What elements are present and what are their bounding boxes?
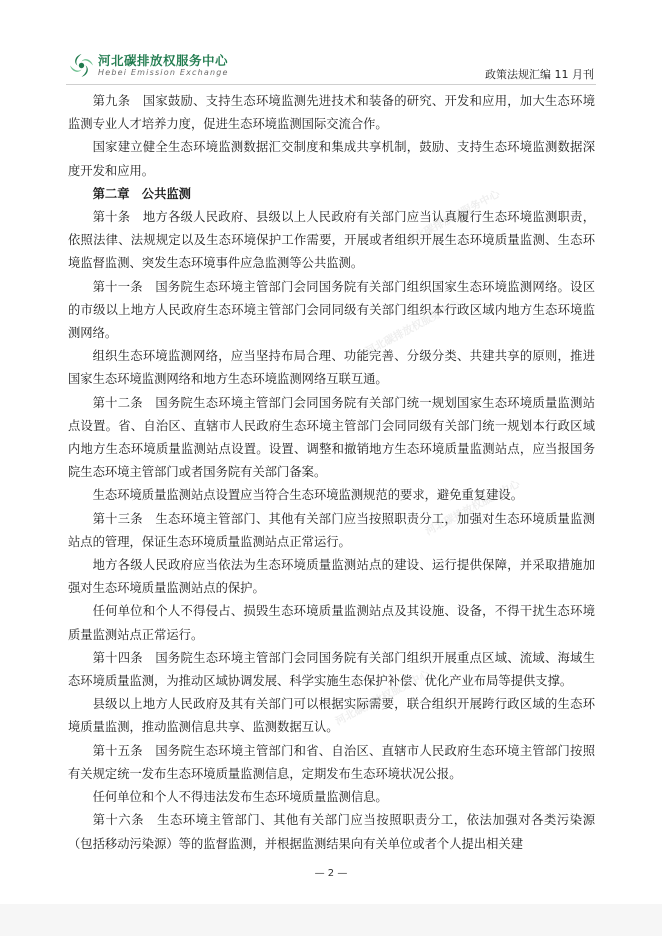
journal-title: 政策法规汇编 11 月刊 xyxy=(485,68,594,81)
watermark: 河北碳排放权服务中心 xyxy=(333,667,432,728)
article-paragraph: 第九条 国家鼓励、支持生态环境监测先进技术和装备的研究、开发和应用，加大生态环境监测专业人才培养力度，促进生态环境监测国际交流合作。 xyxy=(68,94,595,132)
page-header xyxy=(0,0,662,90)
article-paragraph: 任何单位和个人不得侵占、损毁生态环境质量监测站点及其设施、设备，不得干扰生态环境质量监测站点正常运行。 xyxy=(68,604,595,642)
article-paragraph: 任何单位和个人不得违法发布生态环境质量监测信息。 xyxy=(92,790,388,805)
watermark: 河北碳排放权服务中心 xyxy=(423,477,522,538)
article-paragraph: 国家建立健全生态环境监测数据汇交制度和集成共享机制，鼓励、支持生态环境监测数据深度开发和应用。 xyxy=(68,140,595,178)
chapter-heading: 第二章 公共监测 xyxy=(92,186,191,201)
org-name-en: Hebei Emission Exchange xyxy=(98,68,229,77)
article-paragraph: 组织生态环境监测网络，应当坚持布局合理、功能完善、分级分类、共建共享的原则，推进国家生态环境监测网络和地方生态环境监测网络互联互通。 xyxy=(68,349,595,387)
document-body xyxy=(68,90,595,856)
article-paragraph: 县级以上地方人民政府及其有关部门可以根据实际需要，联合组织开展跨行政区域的生态环境质量监测，推动监测信息共享、监测数据互认。 xyxy=(68,697,595,735)
article-paragraph: 第十六条 生态环境主管部门、其他有关部门应当按照职责分工，依法加强对各类污染源（包括移动污染源）等的监督监测，并根据监测结果向有关单位或者个人提出相关建 xyxy=(68,813,595,851)
article-paragraph: 生态环境质量监测站点设置应当符合生态环境监测规范的要求，避免重复建设。 xyxy=(92,488,523,503)
article-paragraph: 第十三条 生态环境主管部门、其他有关部门应当按照职责分工，加强对生态环境质量监测站点的管理，保证生态环境质量监测站点正常运行。 xyxy=(68,511,595,549)
org-logo-icon xyxy=(68,52,95,79)
footer-band xyxy=(0,904,662,936)
watermark: 河北碳排放权服务中心 xyxy=(403,187,502,248)
header-divider xyxy=(66,84,596,85)
page-number: — 2 — xyxy=(314,868,348,879)
article-paragraph: 第十条 地方各级人民政府、县级以上人民政府有关部门应当认真履行生态环境监测职责，依照法律、法规规定以及生态环境保护工作需要，开展或者组织开展生态环境质量监测、生态环境监督监测、突发生态环境事件应急监测等公共监测。 xyxy=(68,210,595,271)
article-paragraph: 第十二条 国务院生态环境主管部门会同国务院有关部门统一规划国家生态环境质量监测站点设置。省、自治区、直辖市人民政府生态环境主管部门会同同级有关部门统一规划本行政区域内地方生态环境质量监测站点设置。设置、调整和撤销地方生态环境质量监测站点，应当报国务院生态环境主管部门或者国务院有关部门备案。 xyxy=(68,395,595,480)
org-name-cn: 河北碳排放权服务中心 xyxy=(98,53,229,68)
article-paragraph: 地方各级人民政府应当依法为生态环境质量监测站点的建设、运行提供保障，并采取措施加强对生态环境质量监测站点的保护。 xyxy=(68,558,595,596)
article-paragraph: 第十四条 国务院生态环境主管部门会同国务院有关部门组织开展重点区域、流域、海域生态环境质量监测，为推动区域协调发展、科学实施生态保护补偿、优化产业布局等提供支撑。 xyxy=(68,650,595,689)
article-paragraph: 第十一条 国务院生态环境主管部门会同国务院有关部门组织国家生态环境监测网络。设区的市级以上地方人民政府生态环境主管部门会同同级有关部门组织本行政区域内地方生态环境监测网络。 xyxy=(68,279,595,341)
watermark: 河北碳排放权服务中心 xyxy=(363,297,462,358)
article-paragraph: 第十五条 国务院生态环境主管部门和省、自治区、直辖市人民政府生态环境主管部门按照有关规定统一发布生态环境质量监测信息，定期发布生态环境状况公报。 xyxy=(68,743,595,781)
